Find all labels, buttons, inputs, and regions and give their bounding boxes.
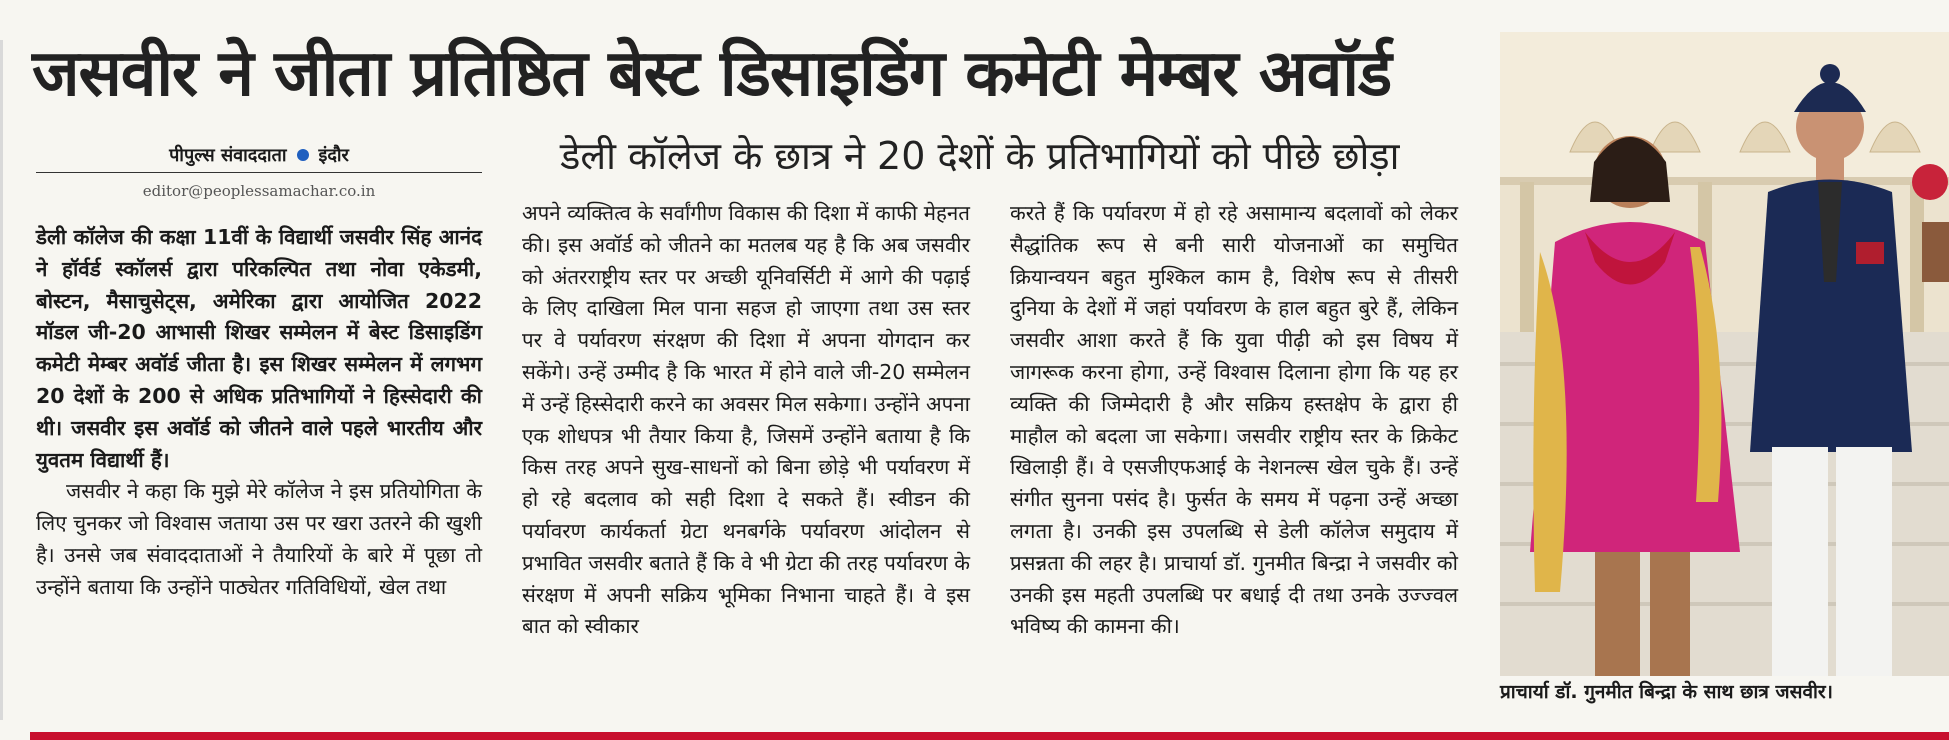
bullet-dot-icon — [297, 149, 309, 161]
article-column-1 — [36, 222, 482, 604]
photo-caption: प्राचार्या डॉ. गुनमीत बिन्द्रा के साथ छात्र जसवीर। — [1500, 681, 1833, 703]
headline: जसवीर ने जीता प्रतिष्ठित बेस्ट डिसाइडिंग कमेटी मेम्बर अवॉर्ड — [32, 37, 1392, 111]
left-margin-rule — [0, 40, 3, 720]
news-photo — [1500, 32, 1949, 676]
subheadline: डेली कॉलेज के छात्र ने 20 देशों के प्रतिभागियों को पीछे छोड़ा — [560, 134, 1400, 178]
article-column-2 — [522, 198, 970, 643]
byline — [36, 138, 482, 173]
reporter-name: पीपुल्स संवाददाता — [169, 145, 287, 166]
article-column-3 — [1010, 198, 1458, 643]
body-paragraph: जसवीर ने कहा कि मुझे मेरे कॉलेज ने इस प्रतियोगिता के लिए चुनकर जो विश्वास जताया उस पर खरा उतरने की खुशी है। उनसे जब संवाददाताओं ने तैयारियों के बारे में पूछा तो उन्होंने बताया कि उन्होंने पाठ्येतर गतिविधियों, खेल तथा — [36, 479, 482, 599]
body-paragraph: अपने व्यक्तित्व के सर्वांगीण विकास की दिशा में काफी मेहनत की। इस अवॉर्ड को जीतने का मतलब यह है कि अब जसवीर को अंतरराष्ट्रीय स्तर पर अच्छी यूनिवर्सिटी में आगे की पढ़ाई के लिए दाखिला मिल पाना सहज हो जाएगा तथा उस स्तर पर वे पर्यावरण संरक्षण की दिशा में अपना योगदान कर सकेंगे। उन्हें उम्मीद है कि भारत में होने वाले जी-20 सम्मेलन में उन्हें हिस्सेदारी करने का अवसर मिल सकेगा। उन्होंने अपना एक शोधपत्र भी तैयार किया है, जिसमें उन्होंने बताया है कि किस तरह अपने सुख-साधनों को बिना छोड़े भी पर्यावरण में हो रहे बदलाव को सही दिशा दे सकते हैं। स्वीडन की पर्यावरण कार्यकर्ता ग्रेटा थनबर्गके पर्यावरण आंदोलन से प्रभावित जसवीर बताते हैं कि वे भी ग्रेटा की तरह पर्यावरण के संरक्षण में अपनी सक्रिय भूमिका निभाना चाहते हैं। वे इस बात को स्वीकार — [522, 201, 970, 639]
bottom-accent-bar — [30, 732, 1949, 740]
lead-paragraph: डेली कॉलेज की कक्षा 11वीं के विद्यार्थी जसवीर सिंह आनंद ने हॉर्वर्ड स्कॉलर्स द्वारा परिकल्पित तथा नोवा एकेडमी, बोस्टन, मैसाचुसेट्स, अमेरिका द्वारा आयोजित 2022 मॉडल जी-20 आभासी शिखर सम्मेलन में बेस्ट डिसाइडिंग कमेटी मेम्बर अवॉर्ड जीता है। इस शिखर सम्मेलन में लगभग 20 देशों के 200 से अधिक प्रतिभागियों ने हिस्सेदारी की थी। जसवीर इस अवॉर्ड को जीतने वाले पहले भारतीय और युवतम विद्यार्थी हैं। — [36, 225, 482, 472]
photo-illustration — [1500, 32, 1949, 676]
body-paragraph: करते हैं कि पर्यावरण में हो रहे असामान्य बदलावों को लेकर सैद्धांतिक रूप से बनी सारी योजनाओं का समुचित क्रियान्वयन बहुत मुश्किल काम है, विशेष रूप से तीसरी दुनिया के देशों में जहां पर्यावरण के हाल बहुत बुरे हैं, लेकिन जसवीर आशा करते हैं कि युवा पीढ़ी को इस विषय में जागरूक करना होगा, उन्हें विश्वास दिलाना होगा कि यह हर व्यक्ति की जिम्मेदारी है और सक्रिय हस्तक्षेप के द्वारा ही माहौल को बदला जा सकेगा। जसवीर राष्ट्रीय स्तर के क्रिकेट खिलाड़ी हैं। वे एसजीएफआई के नेशनल्स खेल चुके हैं। उन्हें संगीत सुनना पसंद है। फुर्सत के समय में पढ़ना उन्हें अच्छा लगता है। उनकी इस उपलब्धि से डेली कॉलेज समुदाय में प्रसन्नता की लहर है। प्राचार्या डॉ. गुनमीत बिन्द्रा ने जसवीर को उनकी इस महती उपलब्धि पर बधाई दी तथा उनके उज्ज्वल भविष्य की कामना की। — [1010, 201, 1458, 639]
editor-email: editor@peoplessamachar.co.in — [142, 182, 376, 200]
dateline-city: इंदौर — [318, 145, 349, 166]
